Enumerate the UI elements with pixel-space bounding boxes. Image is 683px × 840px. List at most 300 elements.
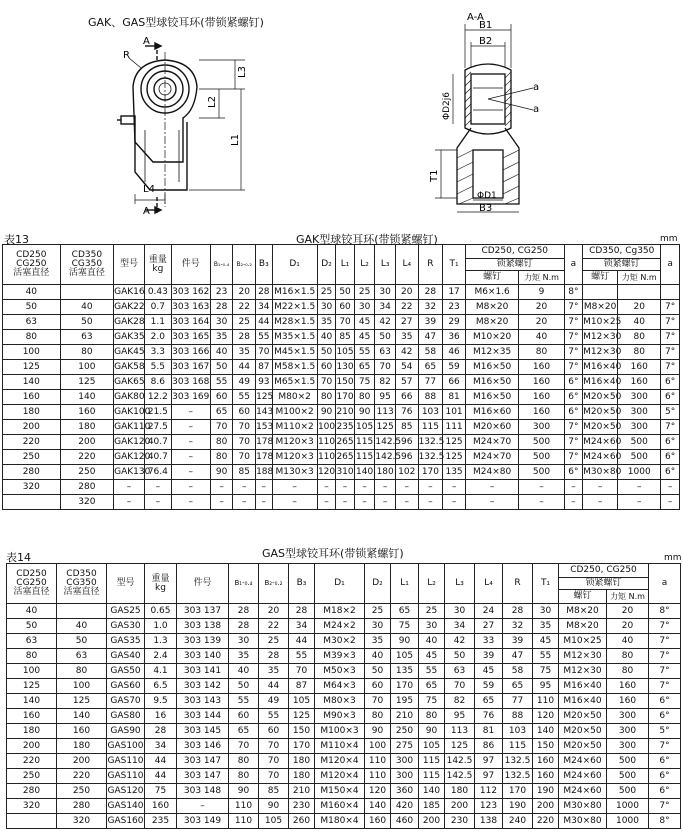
table-cell: 275 [391,739,419,754]
table-cell: 1.0 [145,619,177,634]
table-cell: 20 [233,285,256,300]
table-cell: 280 [3,465,61,480]
table-cell: 32 [418,300,443,315]
table-cell: – [354,495,375,510]
table-cell: – [171,435,210,450]
table-cell: 40 [317,330,336,345]
table-cell: GAS30 [107,619,145,634]
table-cell: 75 [533,664,559,679]
table13-label: 表13 [4,233,29,246]
table-cell: 25 [259,634,289,649]
table-cell: 6° [649,784,681,799]
table-cell: 303 166 [171,345,210,360]
table-cell: 35 [210,330,233,345]
table-cell: 20 [395,285,418,300]
table-cell: 100 [317,420,336,435]
table-row [7,694,681,709]
table-cell: 90 [259,799,289,814]
table-cell: 130 [336,360,355,375]
th-part: 件号 [171,245,210,285]
table-cell: 265 [336,435,355,450]
table-cell: 115 [354,450,375,465]
table-cell: 7° [661,300,680,315]
th14-d1: D₁ [315,564,365,604]
table-cell: 105 [336,345,355,360]
table-cell: 50 [445,649,475,664]
table-cell: 1000 [618,465,661,480]
table-cell: 125 [443,450,466,465]
table-cell: 200 [7,739,57,754]
table-cell: GAK65 [114,375,145,390]
table-cell: 200 [445,799,475,814]
table-cell: 63 [445,664,475,679]
table-cell: 40 [419,634,445,649]
table-cell: 30 [365,619,391,634]
table-cell: 42 [395,345,418,360]
table-cell: M12×35 [465,345,519,360]
table-row [3,375,680,390]
table-cell: 0.43 [144,285,171,300]
table-cell: 310 [336,465,355,480]
table-cell: 50 [317,345,336,360]
table-cell: 180 [60,420,114,435]
table-cell: 7° [564,435,583,450]
l2-label: L2 [207,96,218,108]
table-cell: M24×2 [315,619,365,634]
table-cell: 120 [365,784,391,799]
table-cell: 420 [391,799,419,814]
table-cell: – [443,495,466,510]
table-cell: 101 [443,405,466,420]
table-cell: 200 [533,799,559,814]
angle-a-bottom: a [533,104,540,115]
table-cell: 6° [649,754,681,769]
table-row [7,619,681,634]
table-cell: – [583,480,618,495]
table-cell: 110 [229,814,259,829]
table-cell: 80 [519,345,564,360]
table-cell: 140 [3,375,61,390]
table-cell: 111 [443,420,466,435]
table-cell: 160 [533,769,559,784]
table-cell: 70 [289,664,315,679]
th-b2: B₂-₀.₂ [233,245,256,285]
table-cell [7,814,57,829]
th-grp2-screw: 螺钉 [583,271,618,285]
table-row [7,754,681,769]
table-cell: GAS40 [107,649,145,664]
table-cell: 160 [519,360,564,375]
table-cell: 260 [289,814,315,829]
table-cell: 32 [503,619,533,634]
table-cell: 66 [395,390,418,405]
table-cell: 7° [649,619,681,634]
table-cell: 63 [375,345,396,360]
table-cell: 27.5 [144,420,171,435]
table-cell: M16×40 [559,694,607,709]
table-cell: 93 [256,375,272,390]
table-cell: 20 [618,300,661,315]
table-row [3,420,680,435]
th-b1: B₁-₀.₄ [210,245,233,285]
table-cell: 7° [564,450,583,465]
table-cell: M35×1.5 [272,330,317,345]
table-cell: 75 [419,694,445,709]
table-cell: 140 [7,694,57,709]
table-cell: 140 [57,709,107,724]
table-cell: 132.5 [503,769,533,784]
b3-label: B3 [479,203,493,214]
table-cell: M24×60 [583,450,618,465]
table-cell: 30 [210,315,233,330]
table-cell: – [171,495,210,510]
table-cell: 50 [210,360,233,375]
table-cell: M20×50 [583,390,618,405]
table-cell: 7° [564,300,583,315]
table-cell: GAS60 [107,679,145,694]
table-cell: 57 [395,375,418,390]
table-cell: 95 [533,679,559,694]
table-cell: 40 [229,664,259,679]
table-cell: M64×3 [315,679,365,694]
table-cell: 95 [445,709,475,724]
table-cell: 25 [419,604,445,619]
table-cell: 6° [649,709,681,724]
table-cell: 25 [317,285,336,300]
table-cell: 115 [419,754,445,769]
table-row [3,405,680,420]
table-cell: 180 [375,465,396,480]
table-cell: 105 [391,649,419,664]
table-cell: 280 [57,799,107,814]
table-row [3,465,680,480]
table-cell: GAK130 [114,465,145,480]
table-cell: 160 [60,405,114,420]
table-cell: 58 [418,345,443,360]
table-cell: 7° [564,420,583,435]
table-cell: 70 [445,679,475,694]
table-cell: – [564,480,583,495]
table-cell: 44 [145,769,177,784]
table-cell: M80×3 [315,694,365,709]
table-cell: 115 [503,739,533,754]
table-cell: 27 [395,315,418,330]
table-cell: 113 [445,724,475,739]
table-cell: 220 [7,754,57,769]
table-cell: 28 [229,619,259,634]
table-cell: 160 [145,799,177,814]
table-cell: 42 [445,634,475,649]
table-cell: 6° [661,465,680,480]
table-cell: 190 [533,784,559,799]
table-cell: 12.2 [144,390,171,405]
l1-label: L1 [230,134,241,146]
table-cell: 135 [443,465,466,480]
table-cell: 500 [519,450,564,465]
table-cell: 7° [649,739,681,754]
table-cell: GAS110 [107,769,145,784]
table-cell: – [443,480,466,495]
table-cell: 142.5 [445,754,475,769]
drawing-title: GAK、GAS型球铰耳环(带锁紧螺钉) [88,16,264,29]
table-cell: 50 [7,619,57,634]
table-cell: 35 [229,649,259,664]
table-cell: 8° [649,814,681,829]
table-cell: – [171,480,210,495]
table-cell: 7° [661,330,680,345]
table-cell: 28 [259,649,289,664]
table-cell: – [171,465,210,480]
table-cell: 60 [336,300,355,315]
table-cell [3,495,61,510]
table-cell: 300 [391,754,419,769]
table-cell: 220 [57,769,107,784]
table-cell: 6.5 [145,679,177,694]
th-grp2-sub: 锁紧螺钉 [583,259,661,271]
table-cell: 82 [445,694,475,709]
table-cell: 35 [395,330,418,345]
table-cell: 110 [365,769,391,784]
table-cell: 303 142 [177,679,229,694]
table-cell: M8×20 [465,300,519,315]
table-cell [57,604,107,619]
table-cell: – [272,480,317,495]
table-cell: M160×4 [315,799,365,814]
table-cell: 138 [475,814,503,829]
table-cell [60,285,114,300]
table-cell: M24×60 [559,754,607,769]
table-cell: 35 [533,619,559,634]
table-cell: – [177,799,229,814]
table-cell: 300 [607,709,649,724]
table-cell: 75 [145,784,177,799]
table-cell: 320 [57,814,107,829]
table-cell: – [336,495,355,510]
table-cell: 70 [259,769,289,784]
table-cell: 110 [317,450,336,465]
table-cell: – [171,405,210,420]
table-cell: 22 [259,619,289,634]
table-cell: 303 149 [177,814,229,829]
table-cell: 7° [661,420,680,435]
table-cell: 100 [365,739,391,754]
table-cell: 170 [503,784,533,799]
table-cell: GAS80 [107,709,145,724]
th14-t1: T₁ [533,564,559,604]
table-row [7,724,681,739]
table-cell: 65 [419,679,445,694]
table-cell: 77 [418,375,443,390]
table-cell: GAS25 [107,604,145,619]
table-cell: – [210,495,233,510]
table-cell: M12×30 [583,345,618,360]
table-cell: 96 [395,450,418,465]
table-cell [661,285,680,300]
table-cell: 7° [649,664,681,679]
table-cell: 49 [233,375,256,390]
table-cell: 70 [317,375,336,390]
table-cell: 180 [7,724,57,739]
table-cell: M90×3 [315,709,365,724]
table-cell: GAS70 [107,694,145,709]
table-cell: M120×3 [272,450,317,465]
table-cell: 125 [443,435,466,450]
table-cell: 63 [7,634,57,649]
table-cell: 7° [564,330,583,345]
th-grp1-torque: 力矩 N.m [519,271,564,285]
table-cell: 1.1 [144,315,171,330]
table-cell: 125 [375,420,396,435]
table-cell: M16×40 [559,679,607,694]
table-cell: 76.4 [144,465,171,480]
table-cell: 360 [391,784,419,799]
table-cell: 50 [365,664,391,679]
table-cell: 63 [3,315,61,330]
radius-label: R [123,50,130,61]
table-cell: 25 [233,315,256,330]
table-cell: 63 [57,649,107,664]
table-cell: GAK22 [114,300,145,315]
th-grp1-screw: 螺钉 [465,271,519,285]
table-cell: 113 [375,405,396,420]
table-cell: 102 [395,465,418,480]
table-cell: 220 [60,450,114,465]
table-cell: M65×1.5 [272,375,317,390]
table-cell: 6° [564,375,583,390]
table-cell: 160 [57,724,107,739]
table-cell: M28×1.5 [272,315,317,330]
table-cell: 500 [618,435,661,450]
table-cell: 30 [419,619,445,634]
table-cell: 500 [519,465,564,480]
table-cell: 50 [229,679,259,694]
th14-grp-screw: 螺钉 [559,590,607,604]
table-cell: – [114,480,145,495]
table-cell: GAK80 [114,390,145,405]
section-mark-top: A [143,36,150,47]
th14-piston-250: CD250 CG250 活塞直径 [7,564,57,604]
table-cell: 28 [233,330,256,345]
table-cell: 300 [618,405,661,420]
table-cell: 55 [533,649,559,664]
table-cell: 23 [210,285,233,300]
table-cell: 142.5 [375,450,396,465]
table-cell: 185 [419,799,445,814]
table-cell: 190 [503,799,533,814]
d1-label: ΦD1 [477,191,497,201]
table-cell: 105 [419,739,445,754]
table-cell: 39 [503,634,533,649]
table-cell: 80 [229,754,259,769]
table-cell: – [618,495,661,510]
th14-b2: B₂-₀.₂ [259,564,289,604]
table-row [3,450,680,465]
table-cell: 235 [336,420,355,435]
table-cell: 150 [289,724,315,739]
table-cell: 40.7 [144,435,171,450]
d2-label: ΦD2j6 [442,92,452,120]
table-row [7,769,681,784]
table-cell: – [375,495,396,510]
table-cell: 132.5 [503,754,533,769]
th14-grp-torque: 力矩 N.m [607,590,649,604]
table-cell: – [395,480,418,495]
table-cell: 60 [233,405,256,420]
table-cell: 460 [391,814,419,829]
table-cell: 6° [564,405,583,420]
table-cell: – [171,450,210,465]
table-cell: 303 168 [171,375,210,390]
table-cell: 160 [3,390,61,405]
table-cell: 58 [503,664,533,679]
table-cell: 17 [443,285,466,300]
table-cell: 303 146 [177,739,229,754]
th14-r: R [503,564,533,604]
table-cell: 180 [3,405,61,420]
table-cell: 24 [475,604,503,619]
table-cell: M20×50 [559,739,607,754]
table-cell: 35 [259,664,289,679]
th-grp2: CD350, Cg350 [583,245,661,259]
table-cell: 303 164 [171,315,210,330]
table-cell: 49 [259,694,289,709]
table-cell: M24×60 [559,784,607,799]
th-grp1-sub: 锁紧螺钉 [465,259,564,271]
table-cell: 40 [3,285,61,300]
t1-label: T1 [429,169,440,182]
table-row [3,495,680,510]
table-cell: M100×3 [315,724,365,739]
table-cell: – [144,480,171,495]
th14-l4: L₄ [475,564,503,604]
table-cell: 97 [475,754,503,769]
table-cell: M24×60 [559,769,607,784]
table-cell: GAK58 [114,360,145,375]
table-cell: 80 [3,330,61,345]
table-cell: 40 [60,300,114,315]
table-cell: 25 [365,604,391,619]
table-cell: 153 [256,420,272,435]
table-cell: GAK16 [114,285,145,300]
table-cell: 87 [289,679,315,694]
table-cell: M20×60 [465,420,519,435]
table-cell: 265 [336,450,355,465]
table-cell: 54 [395,360,418,375]
table-cell: GAK120 [114,435,145,450]
table-cell: – [418,495,443,510]
table-cell: 303 147 [177,754,229,769]
table-cell: 250 [7,769,57,784]
table-cell: M10×25 [559,634,607,649]
table-cell: 140 [60,390,114,405]
th-l4: L₄ [395,245,418,285]
th-grp2-torque: 力矩 N.m [618,271,661,285]
table-cell: M10×20 [465,330,519,345]
table-cell: – [233,495,256,510]
table-cell: – [418,480,443,495]
table-cell: – [114,495,145,510]
table-cell: 230 [445,814,475,829]
table-cell: 40 [210,345,233,360]
table-cell: 40.7 [144,450,171,465]
table-cell: 80 [419,709,445,724]
th14-piston-350: CD350 CG350 活塞直径 [57,564,107,604]
table-cell: M30×80 [559,799,607,814]
table-cell: M12×30 [559,664,607,679]
table-row [3,285,680,300]
table-cell: 20 [519,300,564,315]
table-cell: GAK28 [114,315,145,330]
